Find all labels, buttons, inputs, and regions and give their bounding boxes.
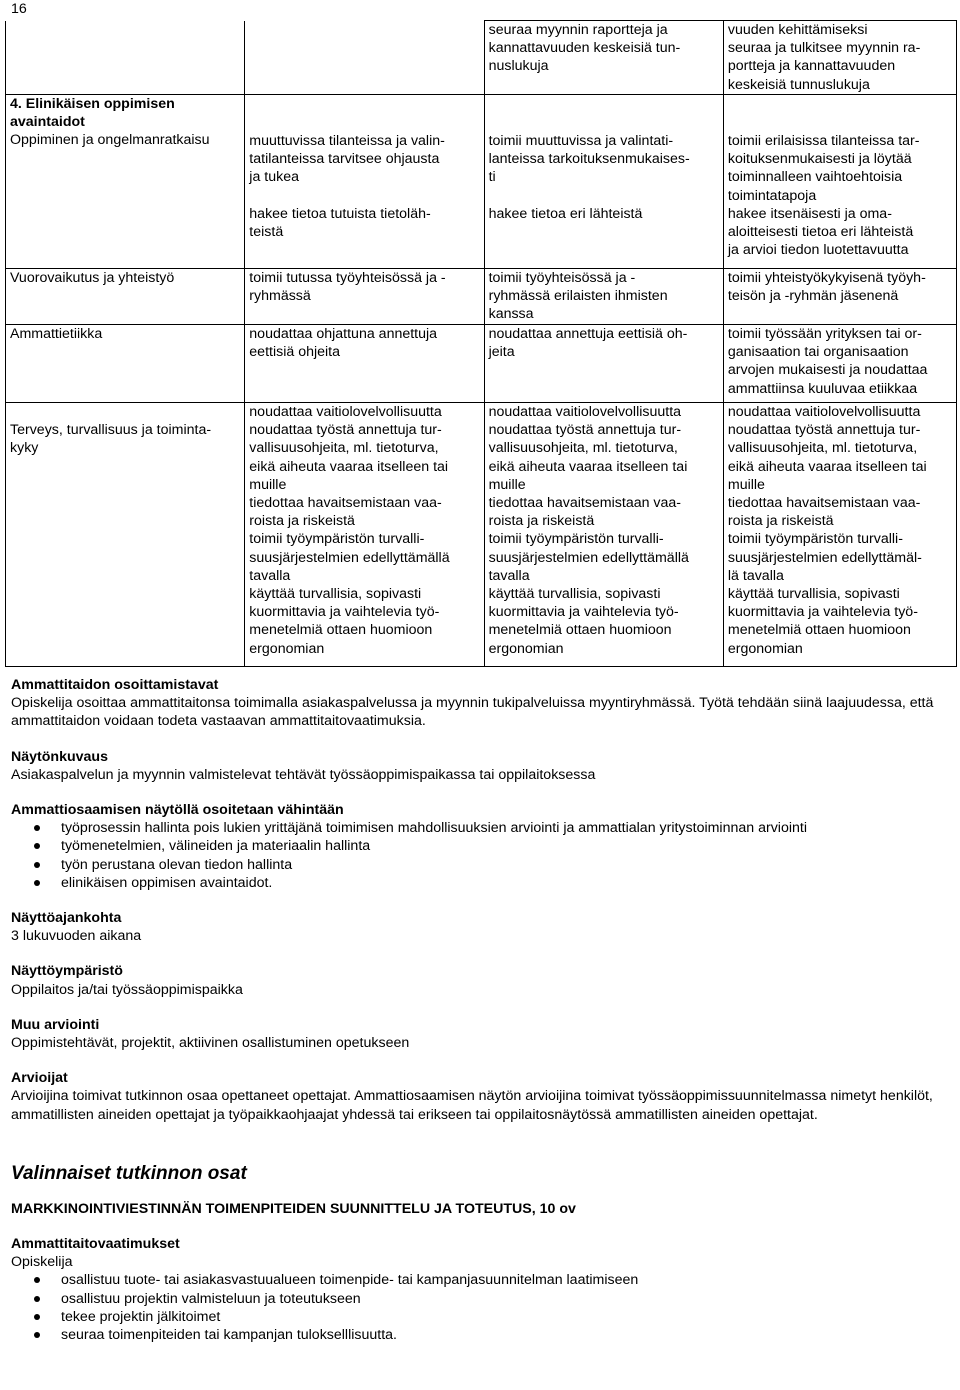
bullet-icon: [34, 843, 40, 849]
section-text: Asiakaspalvelun ja myynnin valmistelevat tehtävät työssäoppimispaikassa tai oppilaitoksessa: [11, 766, 596, 783]
table-row: [6, 403, 957, 667]
bullet-icon: [34, 825, 40, 831]
table-cell: noudattaa ohjattuna annettuja eettisiä ohjeita: [245, 325, 484, 403]
table-row: [6, 21, 957, 95]
section-title: 4. Elinikäisen oppimisen avaintaidot Oppiminen ja ongelmanratkaisu: [10, 96, 210, 149]
bullet-icon: [34, 880, 40, 886]
bullet-icon: [34, 1296, 40, 1302]
list-item: työprosessin hallinta pois lukien yrittäjänä toimimisen mahdollisuuksien arviointi ja ammattialan yritystoiminnan arviointi: [11, 819, 941, 837]
table-cell: Terveys, turvallisuus ja toiminta- kyky: [6, 403, 245, 667]
list-item: osallistuu tuote- tai asiakasvastuualueen toimenpide- tai kampanjasuunnitelman laatimiseen: [11, 1271, 941, 1289]
list-item: elinikäisen oppimisen avaintaidot.: [11, 874, 941, 892]
table-cell: toimii työyhteisössä ja - ryhmässä erilaisten ihmisten kanssa: [484, 269, 723, 325]
section-heading: Näyttöympäristö: [11, 963, 123, 980]
table-cell: noudattaa vaitiolovelvollisuutta noudattaa työstä annettuja tur- vallisuusohjeita, ml. tietoturva, eikä aiheuta vaaraa itselleen tai muille tiedottaa havaitsemistaan vaa- roista ja riskeistä toimii työympäristön turvalli- suusjärjestelmien edellyttämällä tavalla käyttää turvallisia, sopivasti kuormittavia ja vaihtelevia työ- menetelmiä ottaen huomioon ergonomian: [484, 403, 723, 667]
section-text: Oppimistehtävät, projektit, aktiivinen osallistuminen opetukseen: [11, 1035, 410, 1052]
section-text: Opiskelija: [11, 1254, 73, 1271]
elective-title: Valinnaiset tutkinnon osat: [11, 1162, 247, 1184]
table-cell: toimii työssään yrityksen tai or- ganisaation tai organisaation arvojen mukaisesti ja noudattaa ammattiinsa kuuluvaa etiikkaa: [723, 325, 956, 403]
section-heading: Näyttöajankohta: [11, 910, 122, 927]
table-cell: noudattaa vaitiolovelvollisuutta noudattaa työstä annettuja tur- vallisuusohjeita, ml. tietoturva, eikä aiheuta vaaraa itselleen tai muille tiedottaa havaitsemistaan vaa- roista ja riskeistä toimii työympäristön turvalli- suusjärjestelmien edellyttämäl- lä tavalla käyttää turvallisia, sopivasti kuormittavia ja vaihtelevia työ- menetelmiä ottaen huomioon ergonomian: [723, 403, 956, 667]
section-text: Oppilaitos ja/tai työssäoppimispaikka: [11, 981, 243, 998]
section-text: Opiskelija osoittaa ammattitaitonsa toimimalla asiakaspalvelussa ja myynnin tukipalveluissa myyntiryhmässä. Työtä tehdään siinä laajuudessa, että ammattitaidon voidaan todeta vastaavan ammattitaitovaatimuksia.: [11, 695, 934, 730]
table-cell: vuuden kehittämiseksi seuraa ja tulkitsee myynnin ra- portteja ja kannattavuuden keskeisiä tunnuslukuja: [723, 21, 956, 95]
table-cell: toimii yhteistyökykyisenä työyh- teisön ja -ryhmän jäsenenä: [723, 269, 956, 325]
table-cell: seuraa myynnin raportteja ja kannattavuuden keskeisiä tun- nuslukuja: [484, 21, 723, 95]
list-item: työn perustana olevan tiedon hallinta: [11, 856, 941, 874]
table-cell: toimii erilaisissa tilanteissa tar- koituksenmukaisesti ja löytää toiminnalleen vaihtoehtoisia toimintatapoja hakee itsenäisesti ja oma- aloitteisesti tietoa eri lähteistä ja arvioi tiedon luotettavuutta: [723, 95, 956, 269]
section-text: 3 lukuvuoden aikana: [11, 928, 142, 945]
section-heading: Muu arviointi: [11, 1016, 100, 1033]
section-heading: Ammattiosaamisen näytöllä osoitetaan vähintään: [11, 802, 344, 819]
section-heading: Ammattitaitovaatimukset: [11, 1236, 180, 1253]
table-cell: noudattaa vaitiolovelvollisuutta noudattaa työstä annettuja tur- vallisuusohjeita, ml. tietoturva, eikä aiheuta vaaraa itselleen tai muille tiedottaa havaitsemistaan vaa- roista ja riskeistä toimii työympäristön turvalli- suusjärjestelmien edellyttämällä tavalla käyttää turvallisia, sopivasti kuormittavia ja vaihtelevia työ- menetelmiä ottaen huomioon ergonomian: [245, 403, 484, 667]
competence-table: [5, 20, 957, 667]
table-cell: Ammattietiikka: [6, 325, 245, 403]
bullet-icon: [34, 862, 40, 868]
list-item: työmenetelmien, välineiden ja materiaalin hallinta: [11, 837, 941, 855]
bullet-list: [11, 1271, 941, 1344]
table-row: [6, 269, 957, 325]
section-heading: Ammattitaidon osoittamistavat: [11, 677, 219, 693]
list-item: osallistuu projektin valmisteluun ja toteutukseen: [11, 1290, 941, 1308]
table-cell: Vuorovaikutus ja yhteistyö: [6, 269, 245, 325]
section-heading: Näytönkuvaus: [11, 748, 108, 765]
table-cell: noudattaa annettuja eettisiä oh- jeita: [484, 325, 723, 403]
list-item: seuraa toimenpiteiden tai kampanjan tulokselllisuutta.: [11, 1326, 941, 1344]
bullet-icon: [34, 1314, 40, 1320]
list-item: tekee projektin jälkitoimet: [11, 1308, 941, 1326]
bullet-list: [11, 819, 941, 892]
page-number: 16: [11, 1, 27, 17]
table-row: [6, 325, 957, 403]
section-text: Arvioijina toimivat tutkinnon osaa opettaneet opettajat. Ammattiosaamisen näytön arvioijina toimivat työssäoppimissuunnitelmassa nimetyt henkilöt, ammatillisten aineiden opettajat ja työpaikkaohjaajat yhdessä tai erikseen tai oppilaitosnäytössä ammatillisten aineiden opettajat.: [11, 1088, 933, 1123]
table-cell: toimii tutussa työyhteisössä ja - ryhmässä: [245, 269, 484, 325]
table-cell: [245, 21, 484, 95]
bullet-icon: [34, 1277, 40, 1283]
table-cell: muuttuvissa tilanteissa ja valin- tatilanteissa tarvitsee ohjausta ja tukea hakee tietoa tutuista tietoläh- teistä: [245, 95, 484, 269]
section-heading: Arvioijat: [11, 1070, 68, 1087]
table-cell: [6, 95, 245, 269]
section-title-bold: 4. Elinikäisen oppimisen avaintaidot: [10, 96, 175, 131]
course-title: MARKKINOINTIVIESTINNÄN TOIMENPITEIDEN SUUNNITTELU JA TOTEUTUS, 10 ov: [11, 1200, 576, 1217]
assessment-sections: [11, 676, 941, 1344]
table-row: [6, 95, 957, 269]
bullet-icon: [34, 1332, 40, 1338]
table-cell: toimii muuttuvissa ja valintati- lanteissa tarkoituksenmukaises- ti hakee tietoa eri lähteistä: [484, 95, 723, 269]
table-cell: [6, 21, 245, 95]
